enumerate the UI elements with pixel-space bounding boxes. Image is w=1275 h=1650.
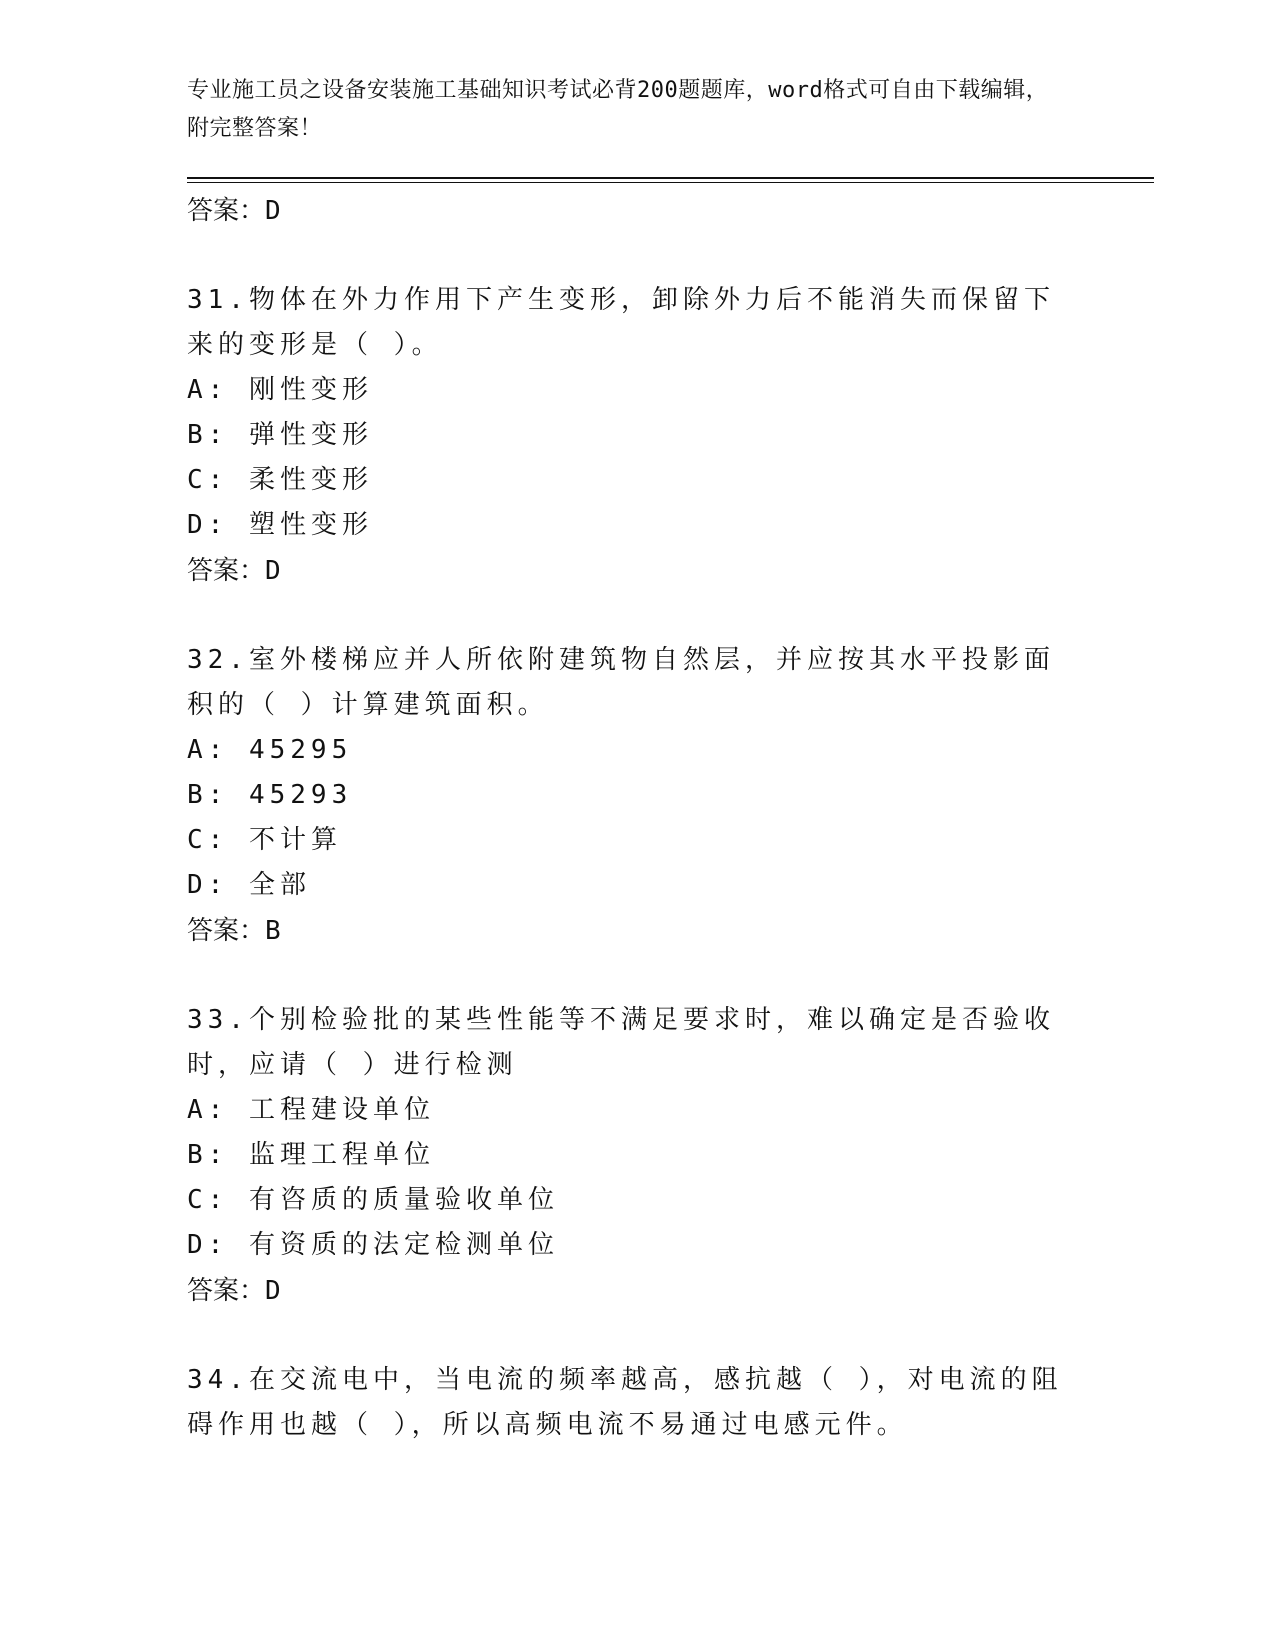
- question-stem: 32.室外楼梯应并人所依附建筑物自然层，并应按其水平投影面积的（ ）计算建筑面积。: [187, 645, 1055, 720]
- question-32: [187, 638, 1067, 954]
- question-34: [187, 1358, 1067, 1448]
- answer-value: D: [265, 196, 281, 226]
- option-a: A: 45295: [187, 735, 353, 765]
- answer-label: 答案：: [187, 916, 266, 946]
- answer-value: D: [265, 556, 281, 586]
- option-d: D: 全部: [187, 870, 311, 900]
- option-b: B: 监理工程单位: [187, 1140, 435, 1170]
- question-33: [187, 998, 1067, 1314]
- question-stem: 34.在交流电中，当电流的频率越高，感抗越（ ），对电流的阻碍作用也越（ ），所以高频电流不易通过电感元件。: [187, 1365, 1063, 1440]
- answer-line: [187, 908, 1067, 954]
- header-text: 专业施工员之设备安装施工基础知识考试必背200题题库，word格式可自由下载编辑，附完整答案！: [187, 78, 1049, 141]
- answer-label: 答案：: [187, 556, 266, 586]
- answer-line: [187, 1268, 1067, 1314]
- header-divider: [187, 177, 1154, 183]
- option-b: B: 弹性变形: [187, 420, 373, 450]
- question-31: [187, 278, 1067, 594]
- option-a: A: 刚性变形: [187, 375, 373, 405]
- option-a: A: 工程建设单位: [187, 1095, 435, 1125]
- option-b: B: 45293: [187, 780, 353, 810]
- answer-label: 答案：: [187, 196, 266, 226]
- answer-line: [187, 548, 1067, 594]
- option-c: C: 不计算: [187, 825, 342, 855]
- answer-label: 答案：: [187, 1276, 266, 1306]
- question-list: [187, 188, 1067, 1448]
- option-c: C: 有咨质的质量验收单位: [187, 1185, 559, 1215]
- option-d: D: 有资质的法定检测单位: [187, 1230, 559, 1260]
- answer-value: D: [265, 1276, 281, 1306]
- option-d: D: 塑性变形: [187, 510, 373, 540]
- option-c: C: 柔性变形: [187, 465, 373, 495]
- answer-value: B: [265, 916, 281, 946]
- previous-answer: [187, 188, 1067, 234]
- question-stem: 33.个别检验批的某些性能等不满足要求时，难以确定是否验收时，应请（ ）进行检测: [187, 1005, 1055, 1080]
- question-stem: 31.物体在外力作用下产生变形，卸除外力后不能消失而保留下来的变形是（ ）。: [187, 285, 1055, 360]
